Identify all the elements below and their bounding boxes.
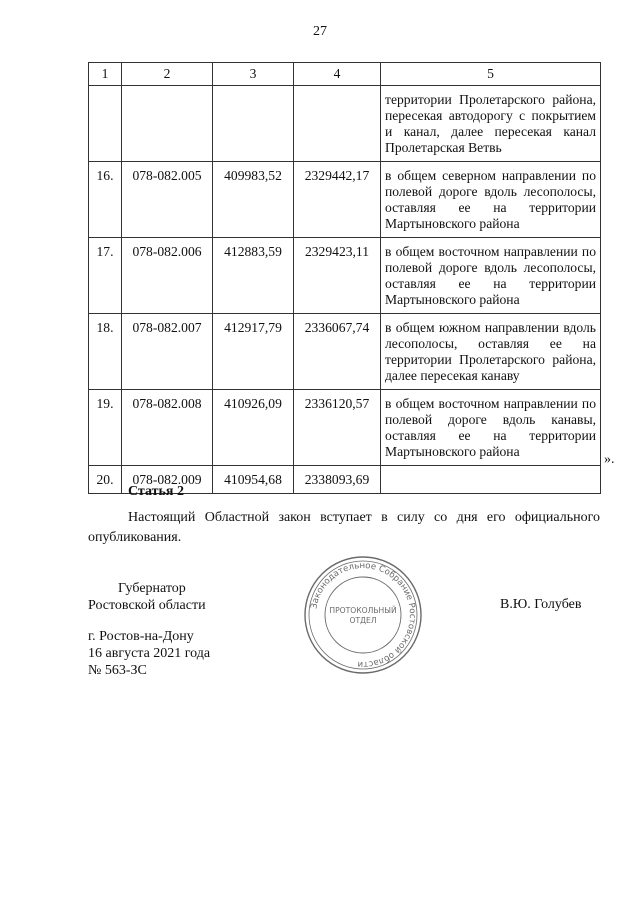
header-col-3: 3 [213,63,294,86]
header-col-4: 4 [294,63,381,86]
description: в общем восточном направлении по полевой дороге вдоль канавы, оставляя ее на территории Мартыновского района [381,390,601,466]
boundary-table [88,62,601,494]
coord-y: 2338093,69 [294,466,381,494]
row-number: 16. [89,162,122,238]
coord-y: 2336067,74 [294,314,381,390]
signatory-name: В.Ю. Голубев [500,597,582,612]
coord-y: 2336120,57 [294,390,381,466]
table-row [89,390,601,466]
description [381,466,601,494]
row-number: 20. [89,466,122,494]
description: в общем северном направлении по полевой дороге вдоль лесополосы, оставляя ее на территории Мартыновского района [381,162,601,238]
coord-y: 2329423,11 [294,238,381,314]
coord-x: 410954,68 [213,466,294,494]
table-row [89,238,601,314]
position-line-2: Ростовской области [88,598,206,613]
coord-x: 412917,79 [213,314,294,390]
issue-city: г. Ростов-на-Дону [88,629,194,644]
coord-y: 2329442,17 [294,162,381,238]
article-text: Настоящий Областной закон вступает в силу со дня его официального опубликования. [88,510,600,545]
row-number: 17. [89,238,122,314]
signatory-position [88,580,206,614]
header-col-5: 5 [381,63,601,86]
header-col-2: 2 [122,63,213,86]
row-number: 18. [89,314,122,390]
row-number: 19. [89,390,122,466]
point-code: 078-082.005 [122,162,213,238]
table-row [89,162,601,238]
point-code: 078-082.009 [122,466,213,494]
header-col-1: 1 [89,63,122,86]
position-line-1: Губернатор [118,581,186,596]
article-title: Статья 2 [128,484,184,499]
table-row [89,314,601,390]
point-code: 078-082.006 [122,238,213,314]
stamp-center-line-2: ОТДЕЛ [349,616,377,625]
closing-quote: ». [604,452,615,467]
coord-x: 412883,59 [213,238,294,314]
stamp-ring-text: Законодательное Собрание Ростовской области [309,560,418,670]
point-code: 078-082.008 [122,390,213,466]
law-number: № 563-ЗС [88,663,147,678]
description: в общем восточном направлении по полевой дороге вдоль лесополосы, оставляя ее на территории Мартыновского района [381,238,601,314]
official-stamp [302,554,424,676]
continuation-text: территории Пролетарского района, пересекая автодорогу с покрытием и канал, далее пересекая канал Пролетарская Ветвь [381,86,601,162]
coord-x: 410926,09 [213,390,294,466]
point-code: 078-082.007 [122,314,213,390]
issue-details [88,628,210,679]
issue-date: 16 августа 2021 года [88,646,211,661]
table-header-row [89,63,601,86]
stamp-center-line-1: ПРОТОКОЛЬНЫЙ [329,606,397,615]
page-number: 27 [313,24,327,39]
coord-x: 409983,52 [213,162,294,238]
description: в общем южном направлении вдоль лесополосы, оставляя ее на территории Пролетарского района, далее пересекая канаву [381,314,601,390]
table-row [89,86,601,162]
